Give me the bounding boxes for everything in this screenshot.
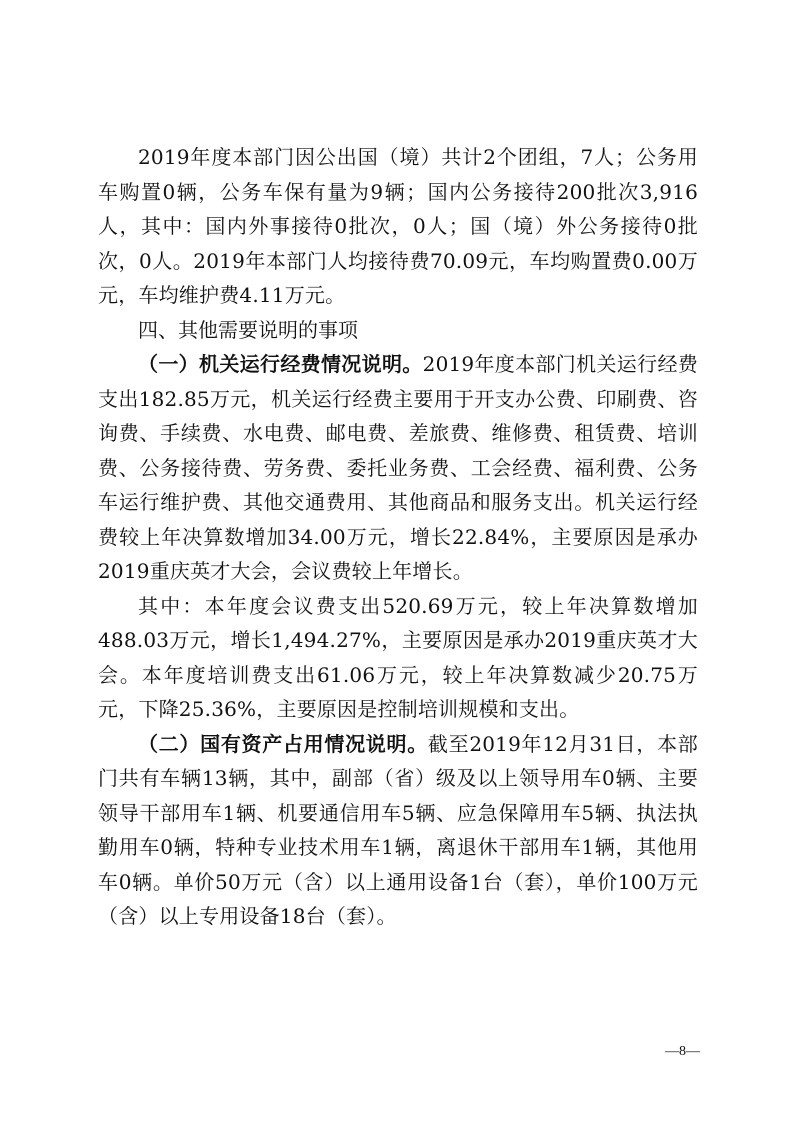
paragraph-operating-expenses	[98, 347, 698, 589]
page-number: —8—	[665, 1044, 700, 1059]
paragraph-overseas-travel-and-vehicles: 2019年度本部门因公出国（境）共计2个团组，7人；公务用车购置0辆，公务车保有量为9辆；国内公务接待200批次3,916人，其中：国内外事接待0批次，0人；国（境）外公务接待0批次，0人。2019年本部门人均接待费70.09元，车均购置费0.00万元，车均维护费4.11万元。	[98, 145, 698, 307]
document-content	[98, 140, 698, 934]
paragraph-state-assets	[98, 727, 698, 934]
operating-expenses-text: 2019年度本部门机关运行经费支出182.85万元，机关运行经费主要用于开支办公费、印刷费、咨询费、手续费、水电费、邮电费、差旅费、维修费、租赁费、培训费、公务接待费、劳务费、委托业务费、工会经费、福利费、公务车运行维护费、其他交通费用、其他商品和服务支出。机关运行经费较上年决算数增加34.00万元，增长22.84%，主要原因是承办2019重庆英才大会，会议费较上年增长。	[98, 352, 698, 583]
section-heading-other-matters: 四、其他需要说明的事项	[138, 317, 358, 342]
state-assets-text: 截至2019年12月31日，本部门共有车辆13辆，其中，副部（省）级及以上领导用车0辆、主要领导干部用车1辆、机要通信用车5辆、应急保障用车5辆、执法执勤用车0辆，特种专业技术用车1辆，离退休干部用车1辆，其他用车0辆。单价50万元（含）以上通用设备1台（套），单价100万元（含）以上专用设备18台（套）。	[98, 731, 698, 928]
paragraph-meeting-training-costs: 其中：本年度会议费支出520.69万元，较上年决算数增加488.03万元，增长1,494.27%，主要原因是承办2019重庆英才大会。本年度培训费支出61.06万元，较上年决算数减少20.75万元，下降25.36%，主要原因是控制培训规模和支出。	[98, 593, 698, 721]
subheading-state-assets: （二）国有资产占用情况说明。	[138, 731, 428, 756]
subheading-operating-expenses: （一）机关运行经费情况说明。	[138, 352, 423, 376]
